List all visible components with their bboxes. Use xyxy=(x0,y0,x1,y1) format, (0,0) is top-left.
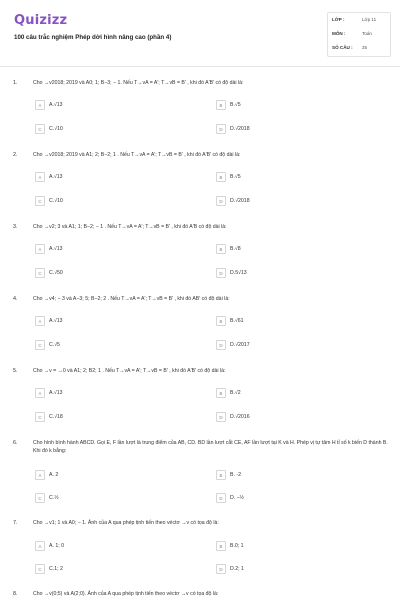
option-letter: A xyxy=(35,541,45,551)
option-text: B.√5 xyxy=(230,102,241,108)
option-letter: B xyxy=(216,172,226,182)
option-text: A.√13 xyxy=(49,174,63,180)
header-divider xyxy=(0,66,400,67)
option-text: D.5√13 xyxy=(230,270,247,276)
option-b[interactable] xyxy=(216,100,376,110)
option-letter: B xyxy=(216,316,226,326)
subject-row xyxy=(332,31,386,36)
option-text: C.√18 xyxy=(49,414,63,420)
question-count-value: 25 xyxy=(362,45,368,50)
class-row xyxy=(332,17,386,22)
option-text: A.√13 xyxy=(49,246,63,252)
question-text: Cho →v(0;5) và A(2;0). Ảnh của A qua phép tịnh tiến theo véctơ →v có tọa độ là: xyxy=(33,591,219,597)
option-text: D. −½ xyxy=(230,495,244,501)
option-a[interactable] xyxy=(35,172,195,182)
option-text: D.√2018 xyxy=(230,126,250,132)
subject-value: Toán xyxy=(362,31,372,36)
question-number: 5. xyxy=(13,368,18,374)
option-a[interactable] xyxy=(35,470,195,480)
option-text: C.½ xyxy=(49,495,59,501)
option-letter: D xyxy=(216,340,226,350)
option-c[interactable] xyxy=(35,268,195,278)
option-letter: A xyxy=(35,388,45,398)
class-value: Lớp 11 xyxy=(362,17,377,22)
option-text: B.√61 xyxy=(230,318,244,324)
option-letter: C xyxy=(35,124,45,134)
question-number: 8. xyxy=(13,591,18,597)
question-text: Cho →v4; − 3 và A−3; 5; B−2; 2 . Nếu T→vA = A′; T→vB = B′ , khi đó AB′ có độ dài là: xyxy=(33,296,230,302)
option-letter: B xyxy=(216,244,226,254)
option-d[interactable] xyxy=(216,124,376,134)
option-b[interactable] xyxy=(216,244,376,254)
option-text: D.√2017 xyxy=(230,342,250,348)
option-a[interactable] xyxy=(35,100,195,110)
question-text: Cho →v2018; 2019 và A0; 1; B−3; − 1. Nếu T→vA = A′; T→vB = B′ , khi đó A′B′ có độ dài là: xyxy=(33,80,244,86)
option-letter: C xyxy=(35,196,45,206)
option-text: B. -2 xyxy=(230,472,241,478)
option-letter: D xyxy=(216,268,226,278)
option-c[interactable] xyxy=(35,493,195,503)
option-text: A. 1; 0 xyxy=(49,543,64,549)
question-number: 7. xyxy=(13,520,18,526)
option-letter: D xyxy=(216,124,226,134)
option-text: D.√2016 xyxy=(230,414,250,420)
option-text: A.√13 xyxy=(49,102,63,108)
option-letter: C xyxy=(35,340,45,350)
question-number: 6. xyxy=(13,440,18,446)
option-letter: D xyxy=(216,493,226,503)
question-number: 2. xyxy=(13,152,18,158)
option-d[interactable] xyxy=(216,412,376,422)
option-b[interactable] xyxy=(216,172,376,182)
option-a[interactable] xyxy=(35,316,195,326)
option-letter: A xyxy=(35,244,45,254)
option-text: C.√5 xyxy=(49,342,60,348)
option-text: D.√2018 xyxy=(230,198,250,204)
option-text: A.√13 xyxy=(49,318,63,324)
option-letter: A xyxy=(35,470,45,480)
option-text: B.0; 1 xyxy=(230,543,244,549)
option-letter: D xyxy=(216,196,226,206)
question-number: 1. xyxy=(13,80,18,86)
option-text: D.2; 1 xyxy=(230,566,244,572)
option-c[interactable] xyxy=(35,340,195,350)
option-b[interactable] xyxy=(216,316,376,326)
subject-label: MÔN : xyxy=(332,31,346,36)
option-letter: B xyxy=(216,541,226,551)
option-b[interactable] xyxy=(216,388,376,398)
question-count-label: SỐ CÂU : xyxy=(332,45,353,50)
question-text: Cho →v2018; 2019 và A1; 2; B−2; 1 . Nếu T→vA = A′; T→vB = B′ , khi đó A′B′ có độ dài là: xyxy=(33,152,241,158)
question-text: Cho →v1; 1 và A0; − 1. Ảnh của A qua phép tịnh tiến theo véctơ →v có tọa độ là: xyxy=(33,520,219,526)
option-d[interactable] xyxy=(216,196,376,206)
option-letter: A xyxy=(35,316,45,326)
option-letter: D xyxy=(216,412,226,422)
option-d[interactable] xyxy=(216,564,376,574)
option-d[interactable] xyxy=(216,493,376,503)
option-text: B.√2 xyxy=(230,390,241,396)
option-letter: D xyxy=(216,564,226,574)
option-letter: C xyxy=(35,564,45,574)
option-text: A. 2 xyxy=(49,472,59,478)
option-text: A.√13 xyxy=(49,390,63,396)
option-text: C.√10 xyxy=(49,126,63,132)
option-d[interactable] xyxy=(216,268,376,278)
option-text: C.√50 xyxy=(49,270,63,276)
option-letter: A xyxy=(35,100,45,110)
option-d[interactable] xyxy=(216,340,376,350)
option-letter: B xyxy=(216,470,226,480)
question-text: Cho hình bình hành ABCD. Gọi E, F lần lượt là trung điểm của AB, CD. BD lần lượt cắt CE, AF lần lượt tại K và H. Phép vị tự tâm H tỉ số k biến D thành B. Khi đó k bằng: xyxy=(33,440,388,454)
option-a[interactable] xyxy=(35,244,195,254)
option-c[interactable] xyxy=(35,412,195,422)
option-a[interactable] xyxy=(35,541,195,551)
info-box xyxy=(327,12,391,57)
document-title: 100 câu trắc nghiệm Phép dời hình nâng cao (phần 4) xyxy=(14,34,172,41)
class-label: LỚP : xyxy=(332,17,345,22)
question-number: 3. xyxy=(13,224,18,230)
option-letter: C xyxy=(35,493,45,503)
option-text: C.√10 xyxy=(49,198,63,204)
question-number: 4. xyxy=(13,296,18,302)
option-letter: B xyxy=(216,388,226,398)
option-text: B.√5 xyxy=(230,174,241,180)
option-b[interactable] xyxy=(216,541,376,551)
question-text: Cho →v = →0 và A1; 2; B2; 1 . Nếu T→vA = A′; T→vB = B′ , khi đó A′B′ có độ dài là: xyxy=(33,368,226,374)
option-letter: C xyxy=(35,412,45,422)
option-text: C.1; 2 xyxy=(49,566,63,572)
question-count-row xyxy=(332,45,386,50)
quizizz-logo: Quizizz xyxy=(14,13,68,28)
option-c[interactable] xyxy=(35,196,195,206)
option-letter: A xyxy=(35,172,45,182)
option-b[interactable] xyxy=(216,470,376,480)
option-text: B.√8 xyxy=(230,246,241,252)
option-letter: C xyxy=(35,268,45,278)
option-c[interactable] xyxy=(35,124,195,134)
option-letter: B xyxy=(216,100,226,110)
question-text: Cho →v2; 3 và A1; 1; B−2; − 1 . Nếu T→vA = A′; T→vB = B′ , khi đó A′B có độ dài là: xyxy=(33,224,227,230)
option-a[interactable] xyxy=(35,388,195,398)
option-c[interactable] xyxy=(35,564,195,574)
